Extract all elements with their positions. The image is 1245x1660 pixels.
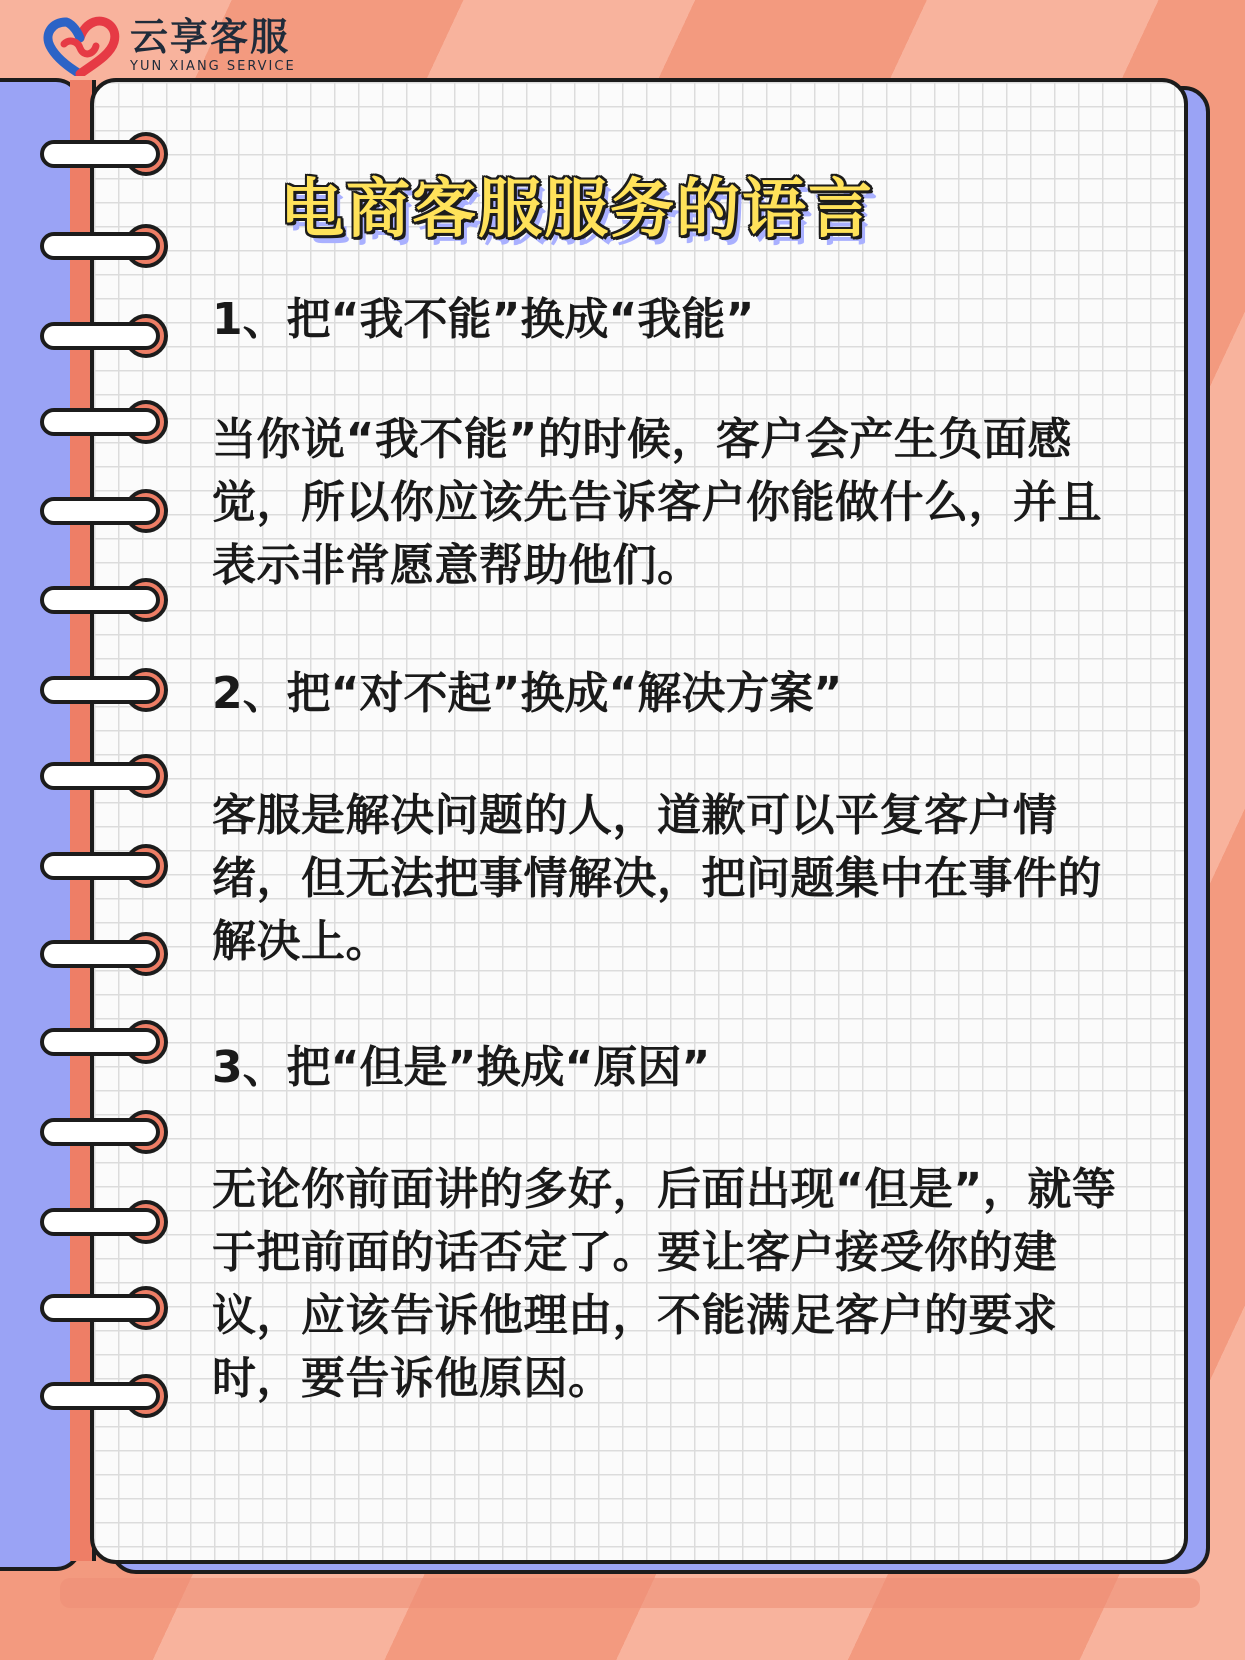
section-body: 当你说“我不能”的时候，客户会产生负面感觉，所以你应该先告诉客户你能做什么，并且表示非常愿意帮助他们。 (212, 414, 1102, 591)
section-heading: 2、把“对不起”换成“解决方案” (212, 668, 843, 719)
page-title: 电商客服服务的语言 (280, 173, 874, 247)
ring-icon (38, 666, 172, 714)
ring-icon (38, 312, 172, 360)
section-1 (212, 290, 1132, 597)
brand-logo (40, 14, 296, 76)
ring-icon (38, 842, 172, 890)
section-body: 客服是解决问题的人，道歉可以平复客户情绪，但无法把事情解决，把问题集中在事件的解决上。 (212, 790, 1102, 967)
notebook-shadow (60, 1578, 1200, 1608)
section-body: 无论你前面讲的多好，后面出现“但是”，就等于把前面的话否定了。要让客户接受你的建议，应该告诉他理由，不能满足客户的要求时，要告诉他原因。 (212, 1164, 1117, 1404)
ring-icon (38, 1018, 172, 1066)
ring-icon (38, 930, 172, 978)
ring-icon (38, 752, 172, 800)
section-heading: 1、把“我不能”换成“我能” (212, 294, 755, 345)
ring-icon (38, 1108, 172, 1156)
section-2 (212, 664, 1132, 973)
ring-icon (38, 398, 172, 446)
ring-icon (38, 487, 172, 535)
ring-icon (38, 1284, 172, 1332)
ring-icon (38, 1198, 172, 1246)
ring-icon (38, 576, 172, 624)
section-3 (212, 1038, 1132, 1410)
brand-name: 云享客服 (130, 15, 291, 59)
brand-tagline: YUN XIANG SERVICE (130, 59, 296, 74)
ring-icon (38, 130, 172, 178)
section-heading: 3、把“但是”换成“原因” (212, 1042, 711, 1093)
ring-icon (38, 222, 172, 270)
ring-icon (38, 1372, 172, 1420)
heart-logo-icon (40, 14, 122, 76)
